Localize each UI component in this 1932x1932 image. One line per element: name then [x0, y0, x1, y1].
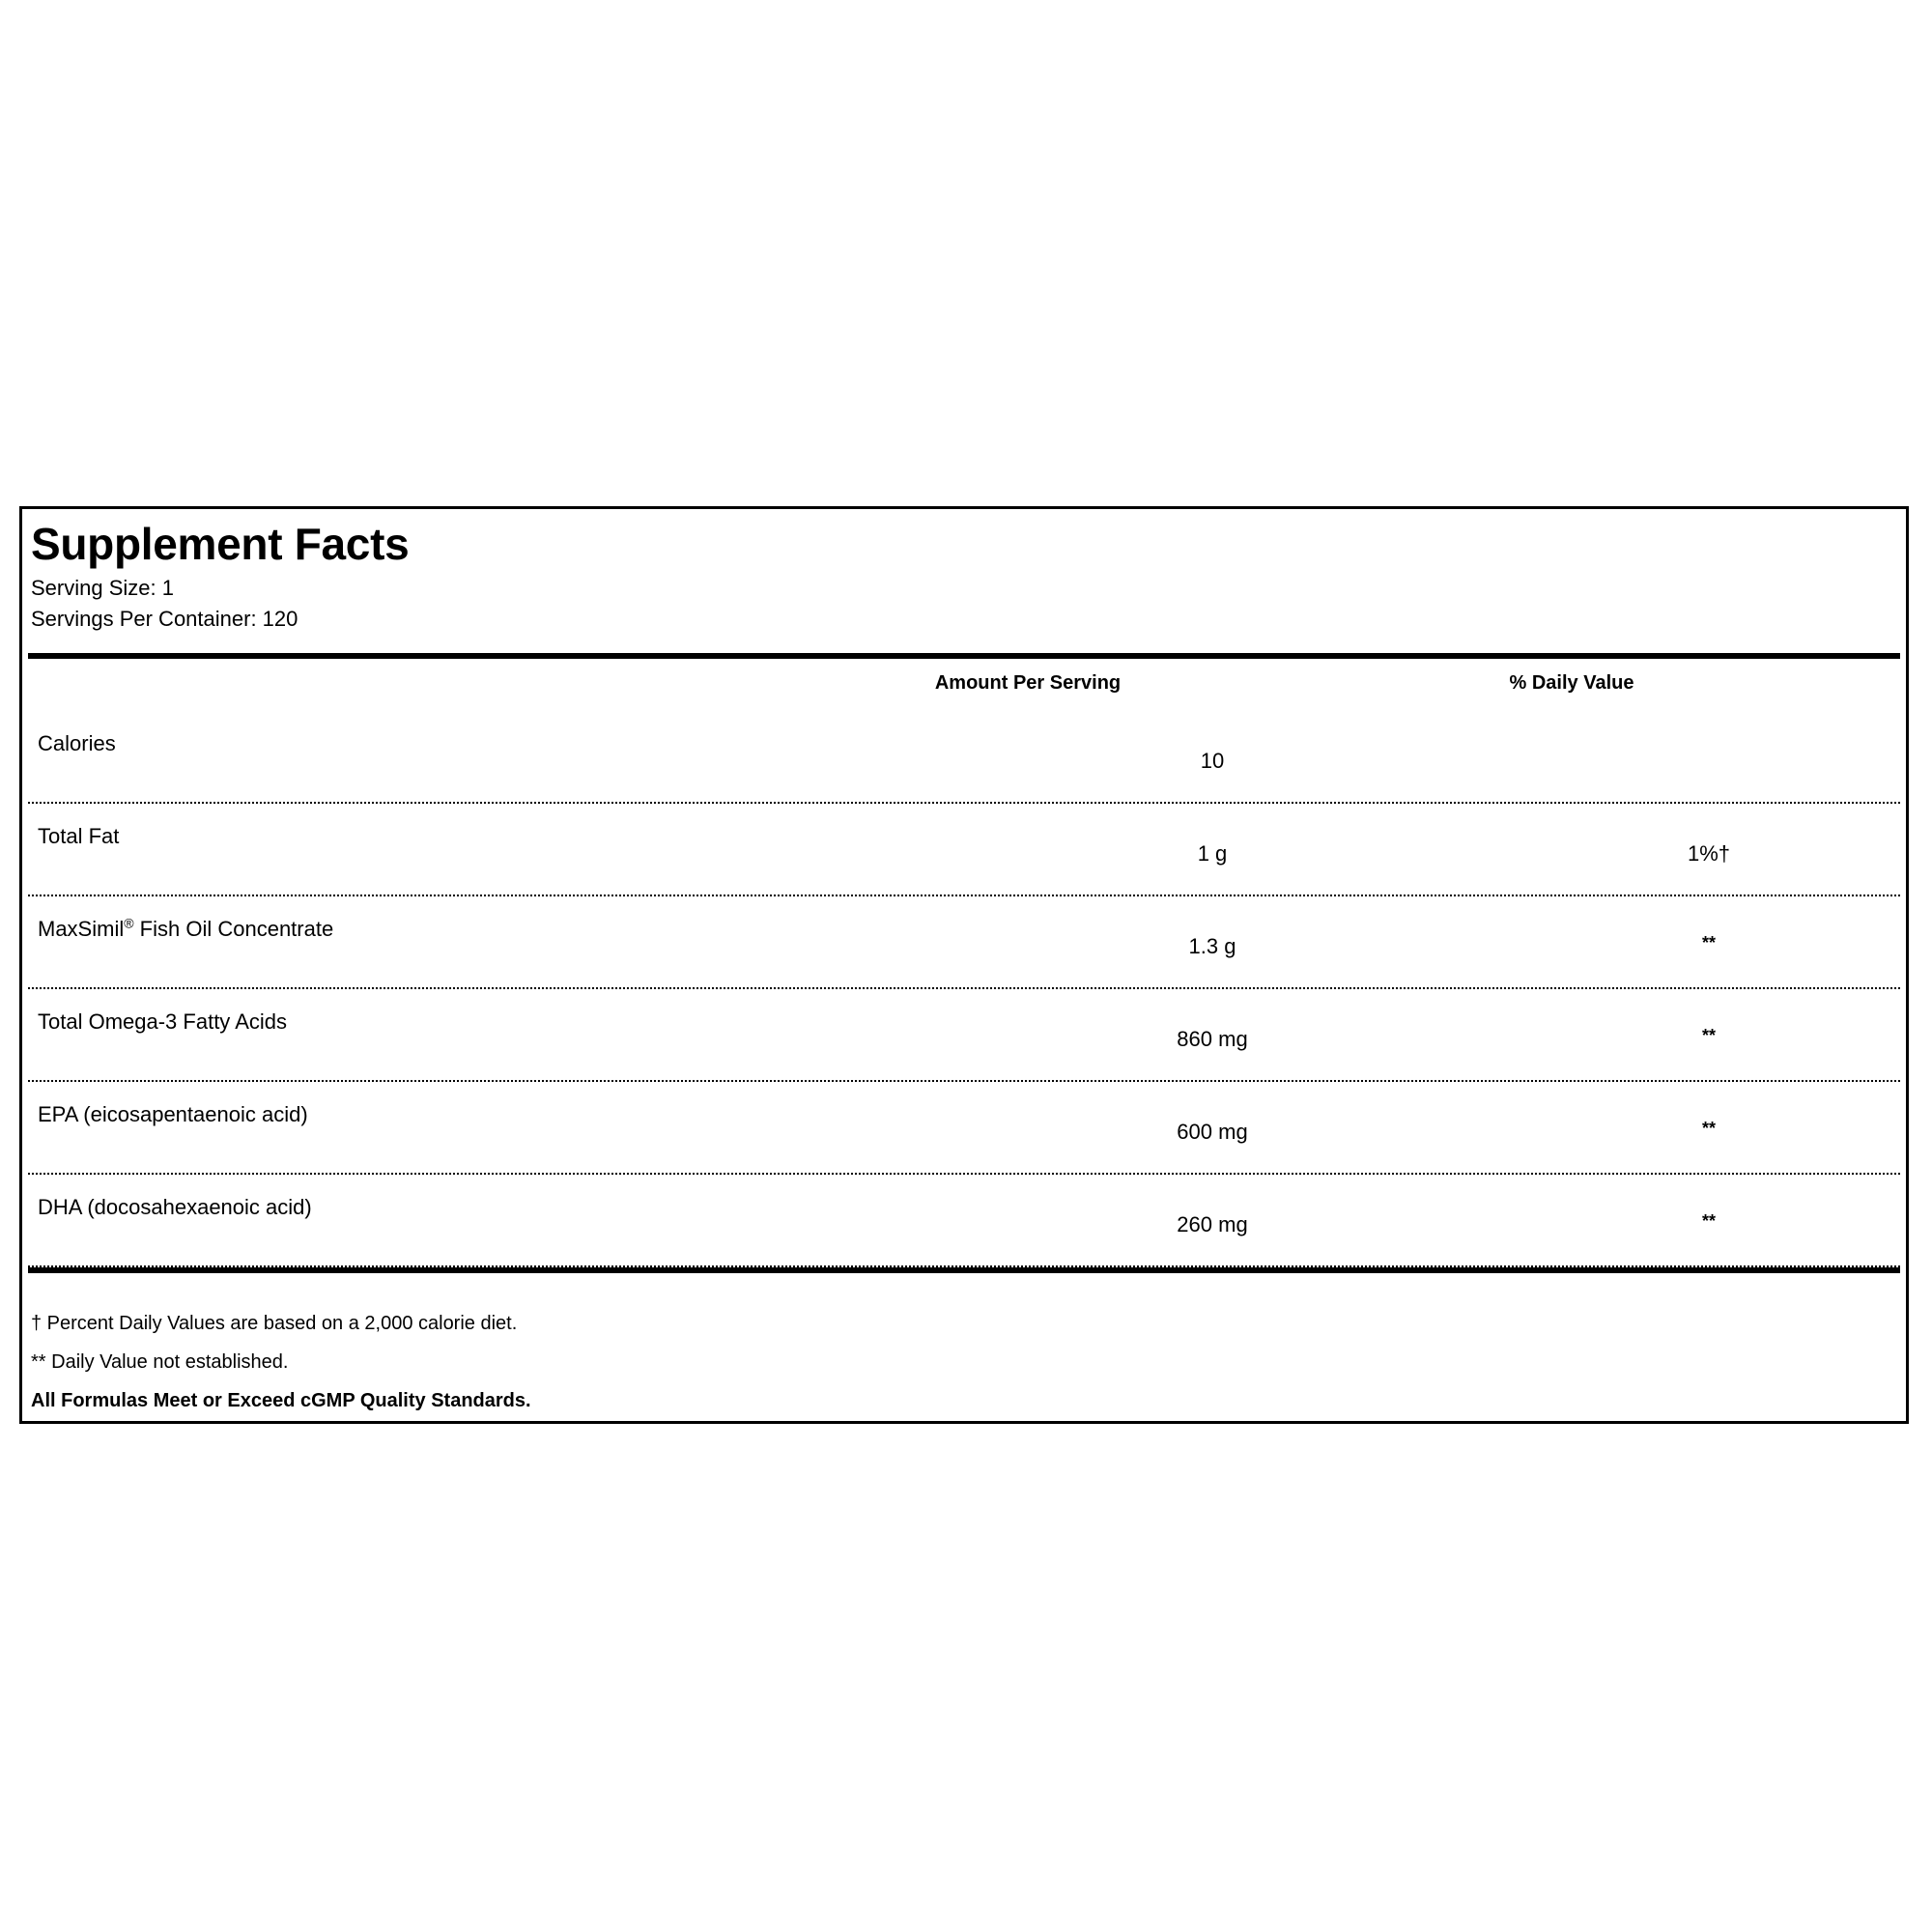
brand-name: MaxSimil [38, 917, 125, 941]
panel-title: Supplement Facts [31, 519, 410, 569]
nutrient-row-omega-3 [28, 989, 1900, 1082]
nutrient-amount: 260 mg [1177, 1212, 1248, 1236]
nutrient-amount: 1.3 g [1188, 934, 1236, 958]
nutrient-name: Total Omega-3 Fatty Acids [38, 1009, 287, 1034]
registered-mark: ® [124, 915, 134, 931]
footnote-percent-daily-values: † Percent Daily Values are based on a 2,000 calorie diet. [31, 1313, 518, 1334]
nutrient-daily-value: ** [1701, 1026, 1717, 1045]
nutrient-row-fish-oil-concentrate [28, 896, 1900, 989]
bottom-divider [28, 1267, 1900, 1273]
nutrient-amount: 1 g [1197, 841, 1228, 866]
nutrient-name [38, 916, 333, 943]
nutrient-daily-value: ** [1701, 1211, 1717, 1231]
nutrient-row-calories [28, 711, 1900, 804]
footnote-quality-standards: All Formulas Meet or Exceed cGMP Quality Standards. [31, 1390, 531, 1411]
name-suffix: Fish Oil Concentrate [133, 917, 334, 941]
nutrient-amount: 600 mg [1177, 1120, 1248, 1144]
header-daily-value: % Daily Value [1509, 672, 1634, 694]
nutrient-daily-value: ** [1701, 1119, 1717, 1138]
nutrient-name: Calories [38, 731, 116, 755]
header-amount-per-serving: Amount Per Serving [934, 672, 1122, 694]
nutrient-name: EPA (eicosapentaenoic acid) [38, 1102, 308, 1126]
nutrient-daily-value: 1%† [1687, 841, 1731, 866]
nutrient-row-total-fat [28, 804, 1900, 896]
servings-per-container: Servings Per Container: 120 [31, 607, 298, 631]
supplement-facts-panel [19, 506, 1909, 1424]
top-divider [28, 653, 1900, 659]
nutrient-daily-value: ** [1701, 933, 1717, 952]
nutrient-row-dha [28, 1175, 1900, 1267]
nutrient-name: DHA (docosahexaenoic acid) [38, 1195, 312, 1219]
nutrient-amount: 860 mg [1177, 1027, 1248, 1051]
nutrient-name: Total Fat [38, 824, 120, 848]
footnote-daily-value-not-established: ** Daily Value not established. [31, 1351, 289, 1373]
nutrient-row-epa [28, 1082, 1900, 1175]
nutrient-amount: 10 [1200, 749, 1225, 773]
serving-size: Serving Size: 1 [31, 576, 174, 600]
